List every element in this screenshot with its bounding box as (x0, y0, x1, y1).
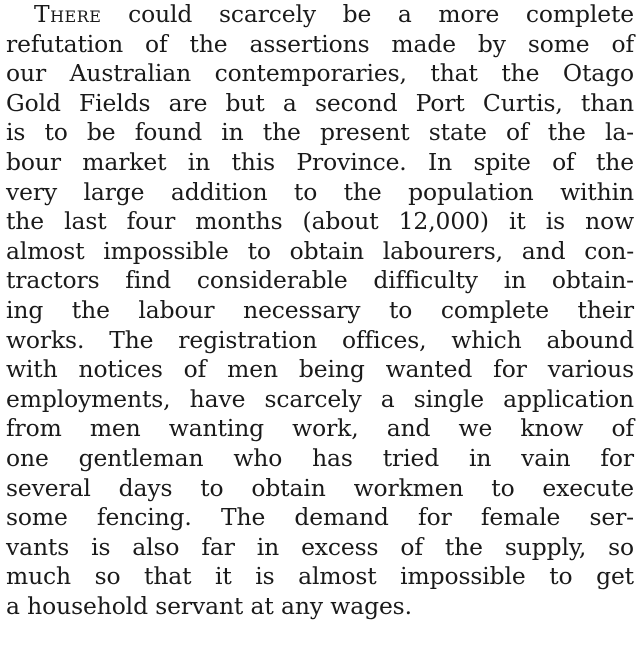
first-line-text: could scarcely be a more complete (101, 0, 634, 28)
article-line-1 (6, 0, 634, 30)
article-line-6: bour market in this Province. In spite of the (6, 147, 634, 176)
article-line-7: very large addition to the population within (6, 177, 634, 206)
article-line-18: some fencing. The demand for female ser- (6, 503, 634, 532)
article-line-16: one gentleman who has tried in vain for (6, 443, 634, 472)
article-line-20: much so that it is almost impossible to get (6, 562, 634, 591)
article-line-2: refutation of the assertions made by some of (6, 29, 634, 58)
article-line-11: ing the labour necessary to complete their (6, 295, 634, 324)
article-line-5: is to be found in the present state of the la- (6, 118, 634, 147)
article-line-14: employments, have scarcely a single application (6, 384, 634, 413)
article-line-3: our Australian contemporaries, that the Otago (6, 59, 634, 88)
article-line-15: from men wanting work, and we know of (6, 414, 634, 443)
article-line-10: tractors find considerable difficulty in obtain- (6, 266, 634, 295)
article-line-19: vants is also far in excess of the supply, so (6, 532, 634, 561)
article-line-12: works. The registration offices, which abound (6, 325, 634, 354)
lead-word: There (34, 0, 102, 28)
article-line-21: a household servant at any wages. (6, 591, 412, 620)
article-line-13: with notices of men being wanted for various (6, 355, 634, 384)
newspaper-article (6, 0, 634, 621)
article-line-9: almost impossible to obtain labourers, and con- (6, 236, 634, 265)
article-line-8: the last four months (about 12,000) it is now (6, 207, 634, 236)
article-line-4: Gold Fields are but a second Port Curtis, than (6, 88, 634, 117)
article-line-17: several days to obtain workmen to execute (6, 473, 634, 502)
